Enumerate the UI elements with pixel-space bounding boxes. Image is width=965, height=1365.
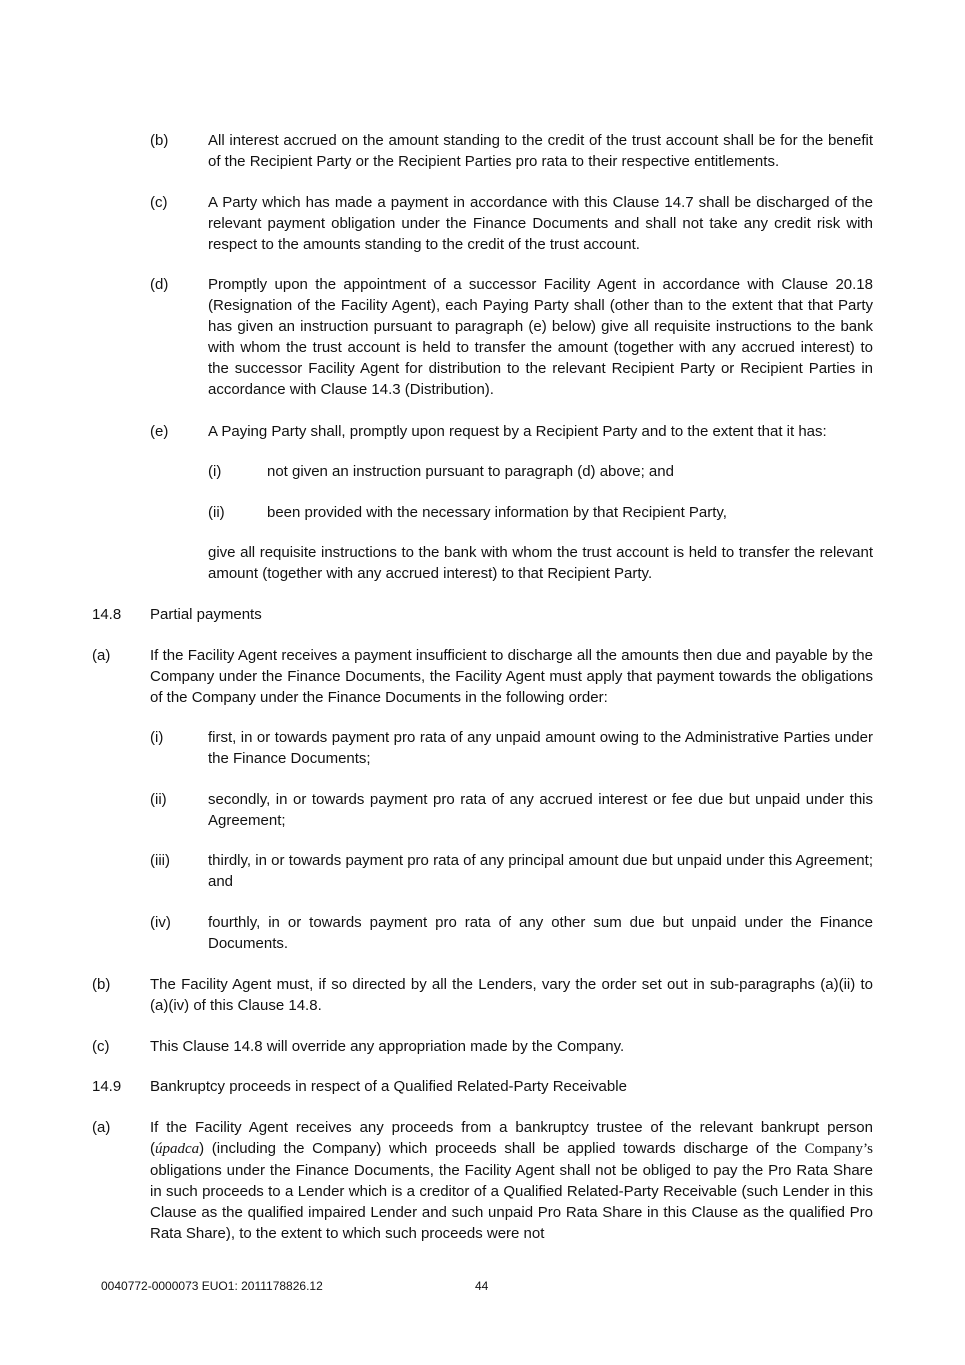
clause-number: 14.8 bbox=[92, 606, 122, 623]
item-label: (c) bbox=[150, 194, 168, 211]
subparagraph-a-iv-fourthly: fourthly, in or towards payment pro rata of any other sum due but unpaid under the Finance Documents. bbox=[208, 914, 873, 952]
item-label: (e) bbox=[150, 423, 169, 440]
paragraph-c-discharge: A Party which has made a payment in accordance with this Clause 14.7 shall be discharged of the relevant payment obligation under the Finance Documents and shall not take any credit risk with respect to the amounts standing to the credit of the trust account. bbox=[208, 194, 873, 253]
clause-number: 14.9 bbox=[92, 1078, 122, 1095]
item-label: (iv) bbox=[150, 914, 171, 931]
item-label: (a) bbox=[92, 1119, 111, 1136]
clause-heading-partial-payments: Partial payments bbox=[150, 606, 262, 623]
paragraph-a-partial-payment: If the Facility Agent receives a payment insufficient to discharge all the amounts then due and payable by the Company under the Finance Documents, the Facility Agent must apply that payment towards the obligations of the Company under the Finance Documents in the following order: bbox=[150, 647, 873, 706]
paragraph-b-interest: All interest accrued on the amount standing to the credit of the trust account shall be for the benefit of the Recipient Party or the Recipient Parties pro rata to their respective entitlements. bbox=[208, 132, 873, 170]
paragraph-e-paying-party: A Paying Party shall, promptly upon request by a Recipient Party and to the extent that it has: bbox=[208, 423, 827, 440]
paragraph-a-bankruptcy-text-2: ) (including the Company) which proceeds shall be applied towards discharge of the bbox=[199, 1140, 805, 1157]
item-label: (b) bbox=[92, 976, 111, 993]
paragraph-a-bankruptcy-text-1: If the Facility Agent receives any proceeds from a bankruptcy trustee of the relevant bankrupt person ( bbox=[150, 1119, 873, 1157]
item-label: (c) bbox=[92, 1038, 110, 1055]
paragraph-a-bankruptcy-italic: úpadca bbox=[155, 1141, 200, 1157]
item-label: (a) bbox=[92, 647, 111, 664]
subparagraph-a-ii-secondly: secondly, in or towards payment pro rata of any accrued interest or fee due but unpaid under this Agreement; bbox=[208, 791, 873, 829]
item-label: (ii) bbox=[208, 504, 225, 521]
paragraph-b-vary-order: The Facility Agent must, if so directed by all the Lenders, vary the order set out in sub-paragraphs (a)(ii) to (a)(iv) of this Clause 14.8. bbox=[150, 976, 873, 1014]
subparagraph-a-i-first: first, in or towards payment pro rata of any unpaid amount owing to the Administrative Parties under the Finance Documents; bbox=[208, 729, 873, 767]
item-label: (iii) bbox=[150, 852, 170, 869]
item-label: (b) bbox=[150, 132, 169, 149]
footer-page-number: 44 bbox=[475, 1279, 489, 1293]
item-label: (d) bbox=[150, 276, 169, 293]
paragraph-a-bankruptcy bbox=[150, 1117, 873, 1244]
item-label: (ii) bbox=[150, 791, 167, 808]
paragraph-c-override: This Clause 14.8 will override any appropriation made by the Company. bbox=[150, 1038, 625, 1055]
paragraph-a-bankruptcy-company: Company’s bbox=[804, 1141, 873, 1157]
subparagraph-a-iii-thirdly: thirdly, in or towards payment pro rata of any principal amount due but unpaid under this Agreement; and bbox=[208, 852, 873, 890]
paragraph-e-continuation: give all requisite instructions to the bank with whom the trust account is held to transfer the relevant amount (together with any accrued interest) to that Recipient Party. bbox=[208, 544, 873, 582]
item-label: (i) bbox=[208, 463, 222, 480]
paragraph-a-bankruptcy-text-3: obligations under the Finance Documents, the Facility Agent shall not be obliged to pay the Pro Rata Share in such proceeds to a Lender which is a creditor of a Qualified Related-Party Receivable (such Lender in this Clause as the qualified impaired Lender and such unpaid Pro Rata Share in this Clause as the qualified Pro Rata Share), to the extent to which such proceeds were not bbox=[150, 1162, 873, 1242]
subparagraph-e-ii: been provided with the necessary information by that Recipient Party, bbox=[267, 504, 727, 521]
item-label: (i) bbox=[150, 729, 164, 746]
subparagraph-e-i: not given an instruction pursuant to paragraph (d) above; and bbox=[267, 463, 674, 480]
footer-document-reference: 0040772-0000073 EUO1: 2011178826.12 bbox=[101, 1279, 323, 1293]
clause-heading-bankruptcy-proceeds: Bankruptcy proceeds in respect of a Qualified Related-Party Receivable bbox=[150, 1078, 627, 1095]
paragraph-d-successor-agent: Promptly upon the appointment of a successor Facility Agent in accordance with Clause 20.18 (Resignation of the Facility Agent), each Paying Party shall (other than to the extent that that Party has given an instruction pursuant to paragraph (e) below) give all requisite instructions to the bank with whom the trust account is held to transfer the amount (together with any accrued interest) to the successor Facility Agent for distribution to the relevant Recipient Party or Recipient Parties in accordance with Clause 14.3 (Distribution). bbox=[208, 276, 873, 398]
